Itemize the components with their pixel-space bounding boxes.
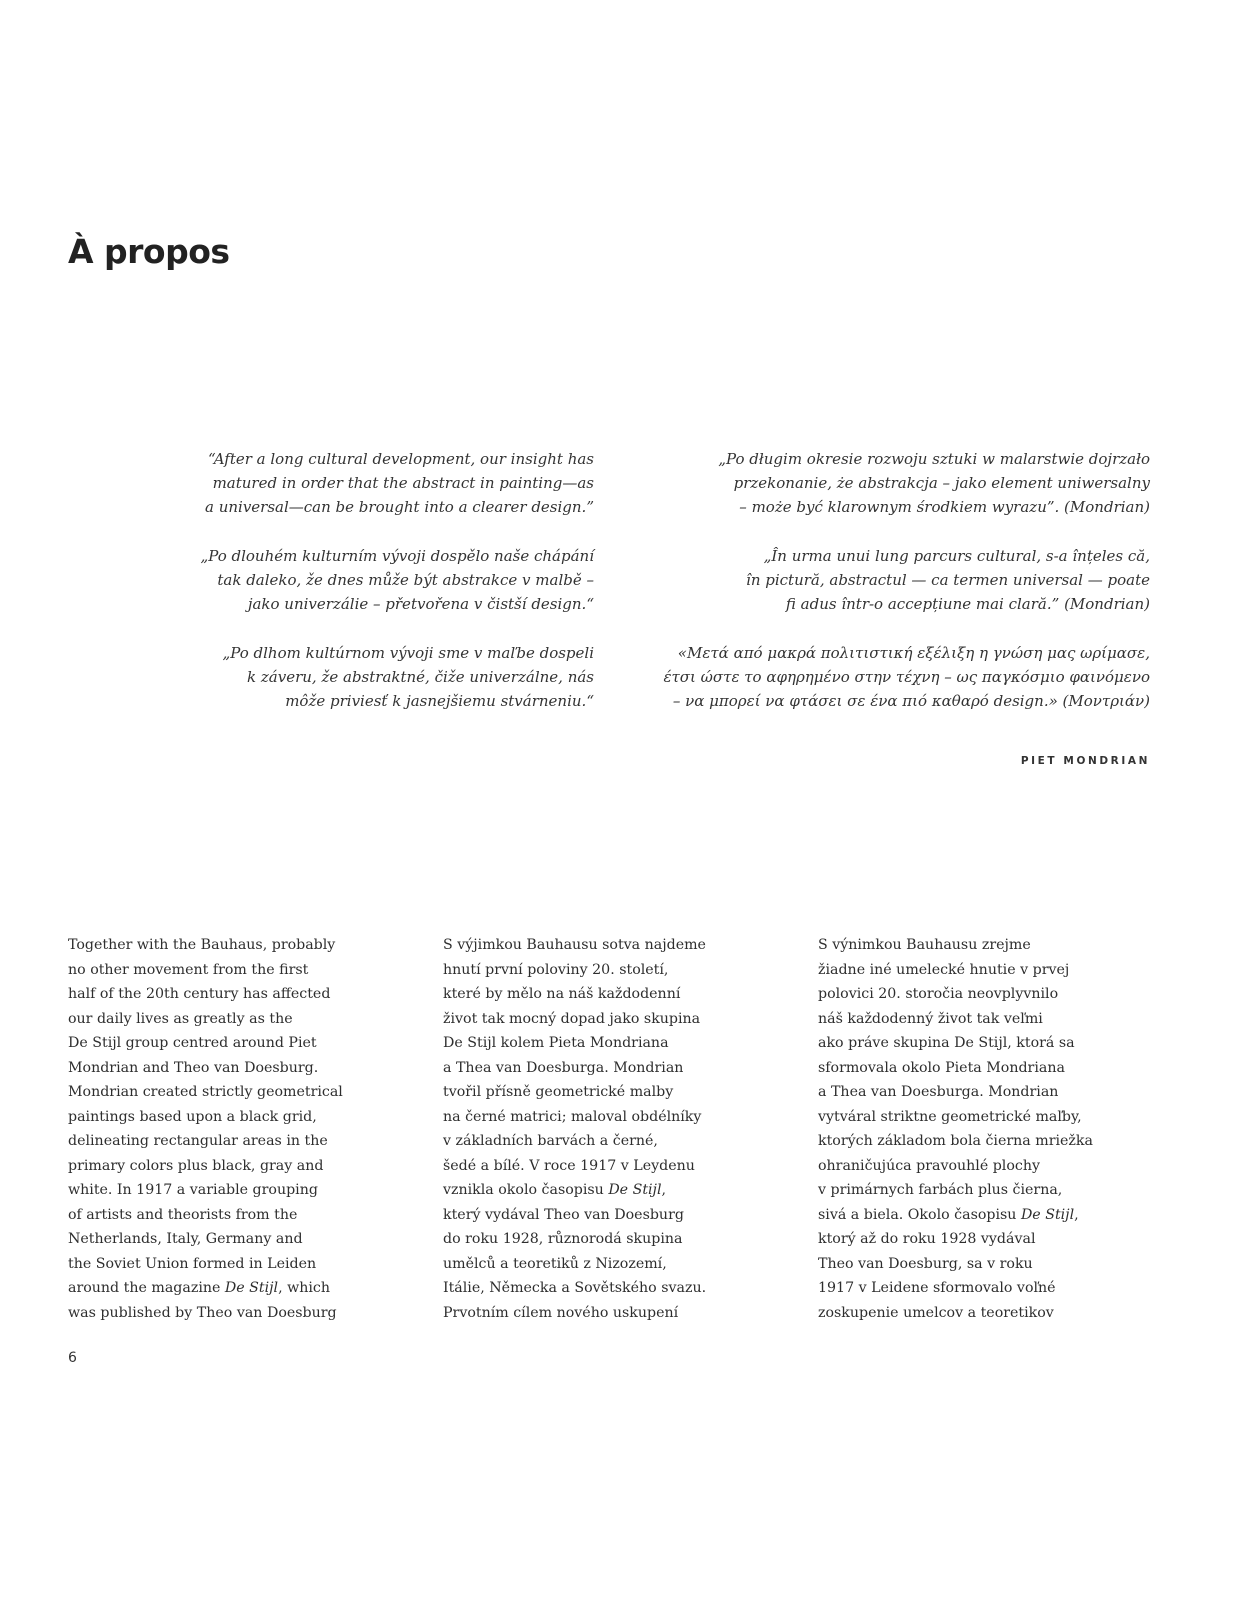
quote-line: «Μετά από μακρά πολιτιστική εξέλιξη η γνώση μας ωρίμασε, [677,644,1150,662]
body-line [443,1031,793,1056]
body-line [68,1252,418,1277]
body-text: of artists and theorists from the [68,1206,298,1223]
body-line [68,958,418,983]
body-line [68,1031,418,1056]
body-line [68,1007,418,1032]
quote-line: tak daleko, že dnes může být abstrakce v malbě – [217,571,594,589]
body-text: Together with the Bauhaus, probably [68,937,336,953]
body-text: around the magazine [68,1280,225,1296]
magazine-title: De Stijl [224,1280,279,1296]
quote-line: môže priviesť k jasnejšiemu stvárneniu.“ [285,692,594,710]
quote-block [630,544,1150,616]
body-line [818,1105,1168,1130]
body-text: vytváral striktne geometrické maľby, [818,1108,1082,1125]
body-text: our daily lives as greatly as the [68,1010,293,1027]
body-text: vznikla okolo časopisu [443,1182,609,1198]
body-text: ktorý až do roku 1928 vydával [818,1231,1036,1247]
body-line [443,1252,793,1277]
body-line [68,1276,418,1301]
body-text: S výjimkou Bauhausu sotva najdeme [443,937,706,953]
body-text: Mondrian created strictly geometrical [68,1084,343,1100]
body-column-english [68,933,418,1325]
body-text: , which [278,1280,331,1296]
body-line [68,1203,418,1228]
magazine-title: De Stijl [1020,1206,1075,1223]
body-line [818,958,1168,983]
magazine-title: De Stijl [608,1182,662,1198]
body-text: De Stijl kolem Pieta Mondriana [443,1035,669,1051]
body-line [818,982,1168,1007]
body-text: šedé a bílé. V roce 1917 v Leydenu [443,1157,695,1174]
body-text: Prvotním cílem nového uskupení [443,1304,679,1321]
body-text: tvořil přísně geometrické malby [443,1084,674,1100]
body-text: , [1074,1206,1079,1223]
body-line [818,1080,1168,1105]
body-text: náš každodenný život tak veľmi [818,1010,1043,1027]
body-text: sformovala okolo Pieta Mondriana [818,1059,1065,1076]
body-line [443,1227,793,1252]
page-title: À propos [68,232,230,271]
body-text: S výnimkou Bauhausu zrejme [818,937,1031,953]
body-column-slovak [818,933,1168,1325]
body-text: které by mělo na náš každodenní [443,986,681,1002]
body-text: De Stijl group centred around Piet [68,1035,317,1051]
page-number: 6 [68,1350,77,1366]
quote-line: przekonanie, że abstrakcja – jako element uniwersalny [733,474,1150,492]
body-text: Netherlands, Italy, Germany and [68,1231,303,1247]
body-line [68,1227,418,1252]
body-line [443,958,793,983]
quote-line: “After a long cultural development, our insight has [207,450,594,468]
body-text: a Thea van Doesburga. Mondrian [443,1059,684,1076]
body-line [443,1007,793,1032]
body-line [68,1129,418,1154]
body-text: v primárnych farbách plus čierna, [818,1182,1063,1198]
body-line [818,1276,1168,1301]
quote-line: – να μπορεί να φτάσει σε ένα πιό καθαρό design.» (Μοντριάν) [672,692,1150,710]
body-line [68,1154,418,1179]
quote-attribution: PIET MONDRIAN [1020,755,1150,767]
body-line [443,1056,793,1081]
body-line [68,1178,418,1203]
quote-line: έτσι ώστε το αφηρημένο στην τέχνη – ως παγκόσμιο φαινόμενο [663,668,1150,686]
quote-line: a universal—can be brought into a clearer design.” [204,498,594,516]
quote-block [630,641,1150,713]
body-text: half of the 20th century has affected [68,986,331,1002]
body-line [818,1154,1168,1179]
body-text: v základních barvách a černé, [443,1133,658,1149]
quote-block [150,447,594,519]
body-text: ako práve skupina De Stijl, ktorá sa [818,1035,1075,1051]
body-line [68,1105,418,1130]
body-text: delineating rectangular areas in the [68,1133,328,1149]
body-line [68,933,418,958]
body-text: primary colors plus black, gray and [68,1157,324,1174]
body-text: white. In 1917 a variable grouping [68,1182,318,1198]
quote-line: „Po dlouhém kulturním vývoji dospělo naše chápání [200,547,594,565]
body-line [818,1007,1168,1032]
body-line [818,1056,1168,1081]
body-line [68,1056,418,1081]
quote-line: matured in order that the abstract in painting—as [212,474,594,492]
body-text: Itálie, Německa a Sovětského svazu. [443,1280,707,1296]
body-text: hnutí první poloviny 20. století, [443,961,669,978]
body-text: Theo van Doesburg, sa v roku [818,1255,1033,1272]
body-text: , [661,1182,667,1198]
body-text: the Soviet Union formed in Leiden [68,1255,317,1272]
body-text: život tak mocný dopad jako skupina [443,1010,701,1027]
body-line [443,1301,793,1326]
body-text: který vydával Theo van Doesburg [443,1206,684,1223]
quotes-right-column [630,447,1150,738]
quote-line: în pictură, abstractul — ca termen universal — poate [746,571,1150,589]
body-line [818,1301,1168,1326]
body-text: do roku 1928, různorodá skupina [443,1231,683,1247]
body-text: sivá a biela. Okolo časopisu [818,1206,1021,1223]
body-text: Mondrian and Theo van Doesburg. [68,1059,319,1076]
body-line [443,982,793,1007]
body-text: a Thea van Doesburga. Mondrian [818,1084,1059,1100]
body-line [443,933,793,958]
body-line [443,1203,793,1228]
body-line [443,1080,793,1105]
quote-line: fi adus într-o accepțiune mai clară.” (Mondrian) [785,595,1150,613]
body-text: umělců a teoretiků z Nizozemí, [443,1255,667,1272]
body-line [68,982,418,1007]
quotes-left-column [150,447,594,738]
body-column-czech [443,933,793,1325]
quote-block [150,641,594,713]
body-line [443,1154,793,1179]
quote-block [630,447,1150,519]
body-text: ktorých základom bola čierna mriežka [818,1133,1093,1149]
body-line [818,1031,1168,1056]
quote-line: „În urma unui lung parcurs cultural, s-a înțeles că, [763,547,1150,565]
quote-block [150,544,594,616]
body-line [818,1178,1168,1203]
body-line [818,1252,1168,1277]
body-line [68,1301,418,1326]
body-line [818,1227,1168,1252]
body-text: no other movement from the first [68,961,309,978]
body-line [443,1105,793,1130]
quote-line: – może być klarownym środkiem wyrazu”. (Mondrian) [739,498,1150,516]
body-line [68,1080,418,1105]
body-text: žiadne iné umelecké hnutie v prvej [818,961,1070,978]
body-line [443,1178,793,1203]
body-text: polovici 20. storočia neovplyvnilo [818,986,1059,1002]
body-text: was published by Theo van Doesburg [68,1304,337,1321]
body-text: 1917 v Leidene sformovalo voľné [818,1280,1056,1296]
quote-line: „Po długim okresie rozwoju sztuki w malarstwie dojrzało [718,450,1150,468]
body-line [443,1276,793,1301]
body-line [818,933,1168,958]
quote-line: k záveru, že abstraktné, čiže univerzálne, nás [247,668,594,686]
body-text: paintings based upon a black grid, [68,1108,317,1125]
quote-line: „Po dlhom kultúrnom vývoji sme v maľbe dospeli [222,644,594,662]
body-line [443,1129,793,1154]
body-text: zoskupenie umelcov a teoretikov [818,1304,1054,1321]
quote-line: jako univerzálie – přetvořena v čistší design.“ [247,595,594,613]
body-text: na černé matrici; maloval obdélníky [443,1108,702,1125]
body-line [818,1129,1168,1154]
body-text: ohraničujúca pravouhlé plochy [818,1157,1040,1174]
body-line [818,1203,1168,1228]
